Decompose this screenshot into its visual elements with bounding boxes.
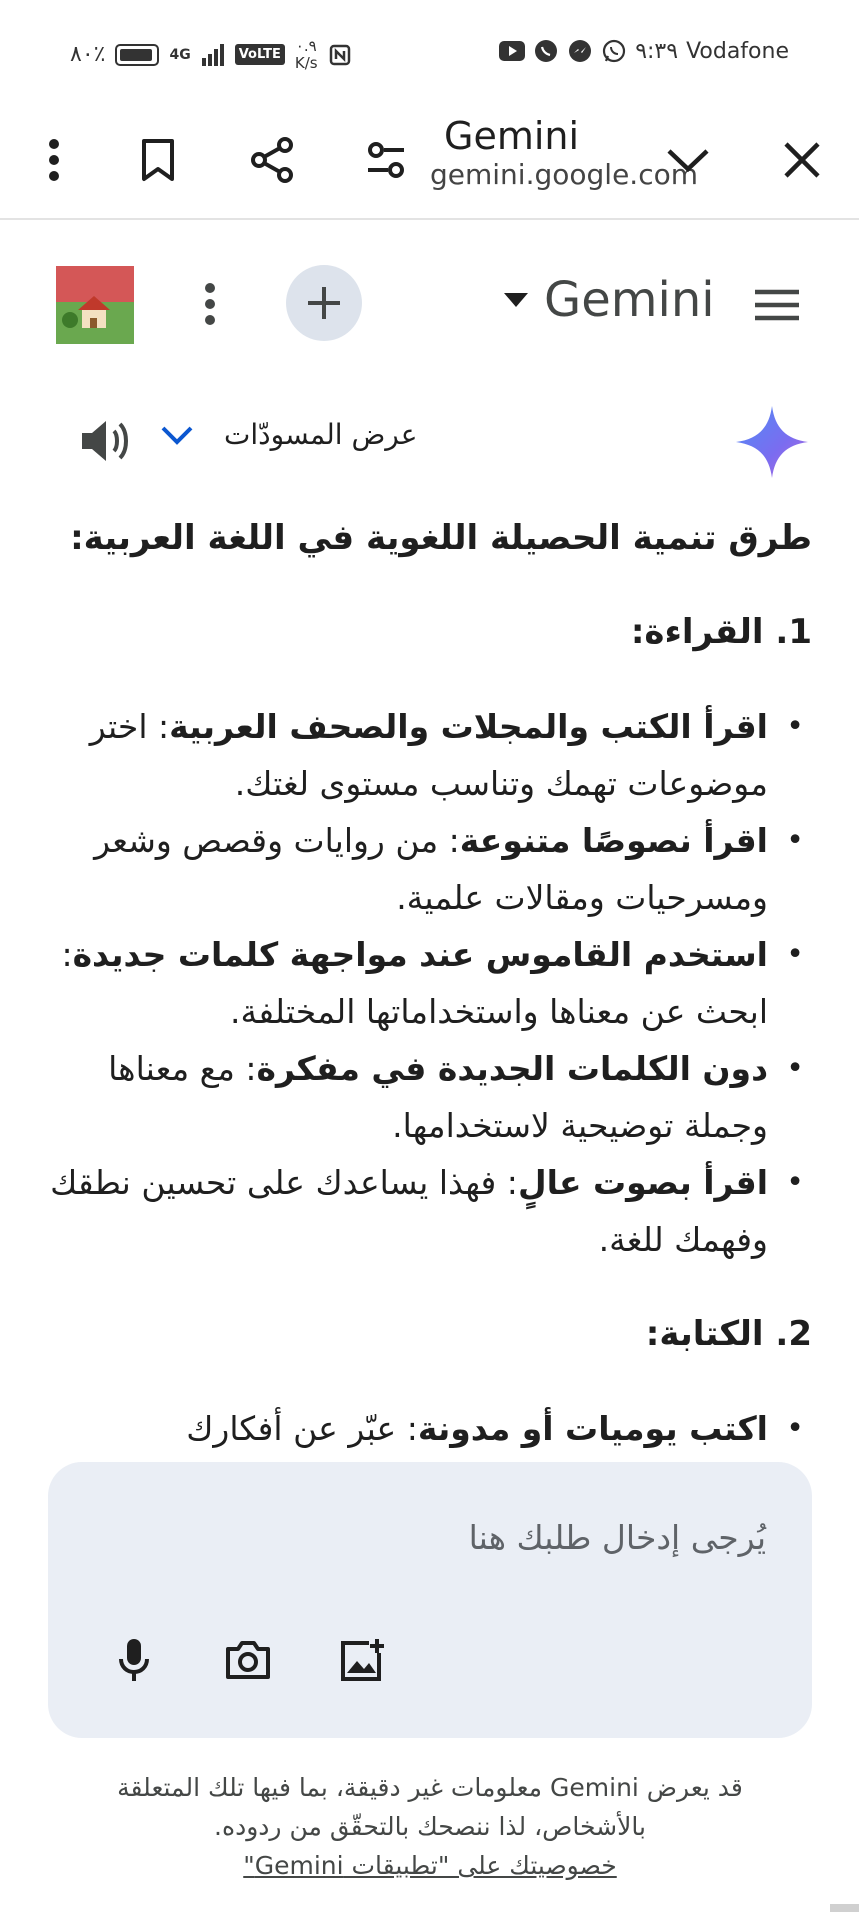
list-item-bold: اقرأ الكتب والمجلات والصحف العربية — [169, 707, 768, 746]
section-heading: 1. القراءة: — [630, 612, 812, 652]
new-chat-button[interactable] — [286, 265, 362, 341]
list-item-bold: اكتب يوميات أو مدونة — [417, 1409, 768, 1448]
list-item-text: : من روايات وقصص وشعر ومسرحيات ومقالات علمية. — [94, 821, 768, 917]
bookmark-button[interactable] — [128, 130, 188, 190]
section-heading: 2. الكتابة: — [645, 1314, 812, 1354]
tune-icon — [366, 142, 406, 178]
list-item-text: : مع معناها وجملة توضيحية لاستخدامها. — [108, 1049, 768, 1145]
camera-button[interactable] — [218, 1630, 278, 1690]
list-item — [48, 812, 812, 926]
model-name: Gemini — [544, 272, 715, 328]
hamburger-icon — [755, 289, 799, 321]
response-content — [48, 510, 812, 1457]
network-speed — [295, 38, 318, 71]
status-bar-right — [499, 38, 789, 64]
youtube-icon — [499, 38, 525, 64]
close-tab-button[interactable] — [772, 130, 832, 190]
gesture-bar — [830, 1904, 859, 1912]
show-drafts-label: عرض المسودّات — [224, 418, 418, 451]
privacy-link[interactable]: خصوصيتك على "تطبيقات Gemini" — [243, 1851, 617, 1880]
microphone-icon — [117, 1637, 151, 1683]
site-settings-button[interactable] — [356, 130, 416, 190]
list-item-text: : ابحث عن معناها واستخداماتها المختلفة. — [61, 935, 768, 1031]
whatsapp-icon — [601, 38, 627, 64]
status-bar — [0, 0, 859, 100]
read-aloud-icon[interactable] — [78, 414, 132, 468]
chevron-down-icon — [666, 147, 710, 173]
show-drafts-button[interactable] — [160, 418, 417, 451]
volte-badge: VoLTE — [235, 44, 285, 65]
disclaimer-text: قد يعرض Gemini معلومات غير دقيقة، بما فيها تلك المتعلقة بالأشخاص، لذا ننصحك بالتحقّق من ردوده. — [117, 1773, 743, 1841]
section-list — [48, 698, 812, 1268]
list-item-text: : اختر موضوعات تهمك وتناسب مستوى لغتك. — [89, 707, 768, 803]
list-item — [48, 1400, 812, 1457]
speed-unit: K/s — [294, 53, 318, 72]
share-icon — [249, 137, 295, 183]
close-icon — [783, 141, 821, 179]
chat-options-button[interactable] — [180, 274, 240, 334]
caret-down-icon — [504, 293, 528, 307]
list-item-bold: دون الكلمات الجديدة في مفكرة — [256, 1049, 768, 1088]
more-vert-icon — [48, 138, 60, 182]
camera-icon — [224, 1639, 272, 1681]
section-list — [48, 1400, 812, 1457]
page-title-block[interactable] — [430, 114, 698, 191]
microphone-button[interactable] — [104, 1630, 164, 1690]
list-item-bold: اقرأ نصوصًا متنوعة — [459, 821, 768, 860]
list-item-text: : فهذا يساعدك على تحسين نطقك وفهمك للغة. — [50, 1163, 768, 1259]
page-title: Gemini — [444, 114, 580, 158]
list-item — [48, 1040, 812, 1154]
list-item-text: : عبّر عن أفكارك — [186, 1409, 418, 1448]
more-options-button[interactable] — [24, 130, 84, 190]
more-vert-icon — [204, 282, 216, 326]
plus-icon — [306, 285, 342, 321]
speed-value: ٠.٩ — [295, 37, 317, 55]
bookmark-icon — [140, 138, 176, 182]
minimize-button[interactable] — [658, 130, 718, 190]
browser-toolbar — [0, 100, 859, 220]
account-avatar[interactable] — [56, 266, 134, 344]
carrier-name: Vodafone — [686, 38, 789, 64]
list-item-bold: استخدم القاموس عند مواجهة كلمات جديدة — [72, 935, 768, 974]
upload-image-button[interactable] — [332, 1630, 392, 1690]
gemini-spark-icon — [734, 404, 810, 480]
status-bar-left — [70, 38, 352, 71]
net-type: 4G — [169, 46, 191, 63]
prompt-input-card[interactable] — [48, 1462, 812, 1738]
app-header — [0, 260, 859, 350]
avatar-image — [56, 266, 134, 344]
list-item — [48, 926, 812, 1040]
model-switcher[interactable] — [504, 272, 715, 328]
add-photo-icon — [339, 1637, 385, 1683]
list-item-bold: اقرأ بصوت عالٍ — [517, 1163, 768, 1202]
clock: ٩:٣٩ — [635, 38, 679, 64]
chevron-down-icon — [160, 424, 194, 446]
page-url: gemini.google.com — [430, 158, 698, 191]
battery-icon — [115, 44, 159, 66]
messenger-icon — [567, 38, 593, 64]
response-header — [0, 400, 859, 480]
prompt-input[interactable]: يُرجى إدخال طلبك هنا — [468, 1518, 766, 1557]
main-menu-button[interactable] — [752, 280, 802, 330]
list-item — [48, 698, 812, 812]
disclaimer — [60, 1768, 800, 1885]
response-title: طرق تنمية الحصيلة اللغوية في اللغة العربية: — [70, 518, 812, 558]
signal-icon — [201, 44, 225, 66]
list-item — [48, 1154, 812, 1268]
viber-icon — [533, 38, 559, 64]
share-button[interactable] — [242, 130, 302, 190]
battery-percent: ٨٠٪ — [70, 42, 106, 67]
nfc-icon — [328, 43, 352, 67]
